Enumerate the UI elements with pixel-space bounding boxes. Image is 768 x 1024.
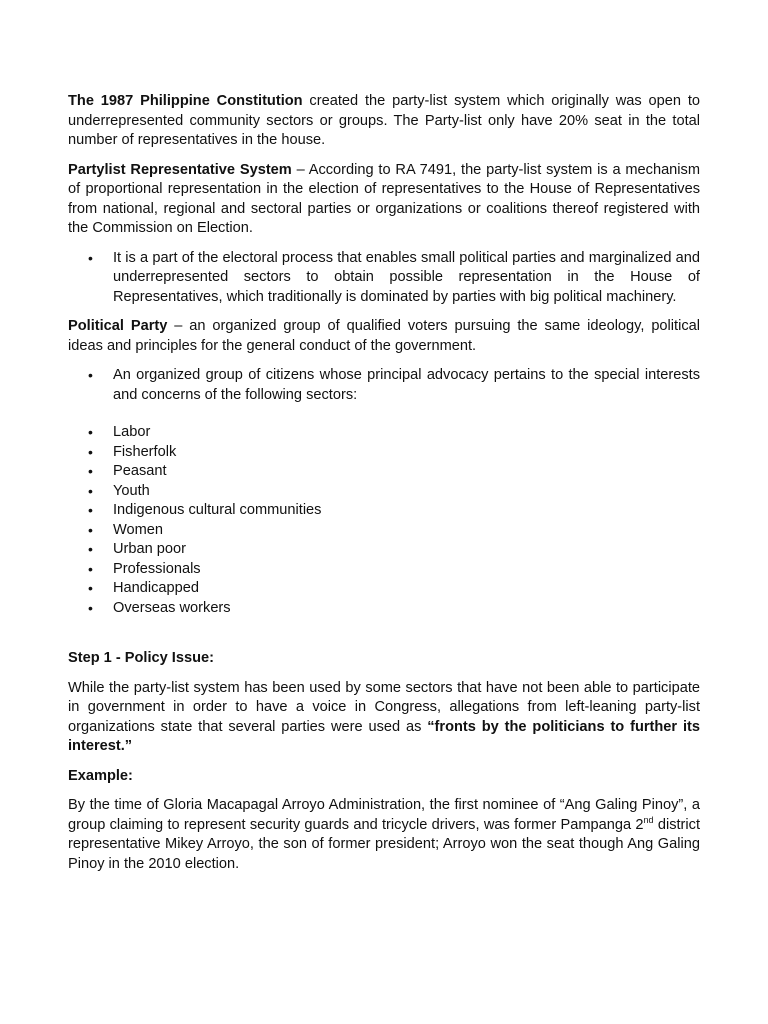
example-text-before: By the time of Gloria Macapagal Arroyo Administration, the first nominee of “Ang Galing Pinoy”, a group claiming to represent security guards and tricycle drivers, was former Pampanga 2 [68,797,700,833]
political-party-bold: Political Party [68,318,168,334]
political-party-paragraph [68,317,700,356]
spacer [68,618,700,649]
bullet-icon: • [88,580,93,596]
list-item [68,560,700,580]
example-heading: Example: [68,767,133,784]
sector-label: Handicapped [113,580,200,596]
example-superscript: nd [643,814,654,825]
bullet-icon: • [88,482,93,499]
partylist-bold: Partylist Representative System [68,161,292,178]
sector-label: Women [113,521,164,538]
sector-label: Urban poor [113,541,187,557]
list-item [68,482,700,502]
political-party-bullet-list [68,366,700,405]
list-item [68,521,700,541]
bullet-icon: • [88,541,93,557]
list-item [68,423,700,443]
list-item [68,366,700,405]
sector-label: Indigenous cultural communities [113,502,322,518]
bullet-icon: • [88,249,93,266]
bullet-icon: • [88,560,93,577]
bullet-icon: • [88,443,93,460]
intro-paragraph [68,92,700,151]
list-item [68,501,700,521]
list-item [68,443,700,463]
bullet-icon: • [88,424,93,440]
partylist-bullet-list [68,249,700,308]
sector-label: Labor [113,424,151,440]
list-item [68,599,700,619]
sector-label: Professionals [113,560,201,577]
list-item [68,579,700,599]
bullet-icon: • [88,599,93,616]
step1-text: While the party-list system has been used by some sectors that have not been able to participate in government in order to have a voice in Congress, allegations from left-leaning party-list organizations state that several parties were used as [68,679,700,735]
list-item [68,540,700,560]
sector-label: Youth [113,482,150,499]
partylist-bullet-text: It is a part of the electoral process that enables small political parties and marginalized and underrepresented sectors to obtain possible representation in the House of Representatives, which traditionally is dominated by parties with big political machinery. [113,249,700,305]
sector-label: Peasant [113,463,167,479]
partylist-paragraph [68,161,700,239]
list-item [68,249,700,308]
bullet-icon: • [88,502,93,518]
bullet-icon: • [88,367,93,383]
bullet-icon: • [88,521,93,538]
political-party-bullet-text: An organized group of citizens whose principal advocacy pertains to the special interests and concerns of the following sectors: [113,367,700,403]
intro-bold: The 1987 Philippine Constitution [68,93,303,109]
sector-label: Fisherfolk [113,443,177,460]
bullet-icon: • [88,463,93,479]
sector-label: Overseas workers [113,599,231,616]
step1-bold: “fronts by the politicians to further its interest.” [68,718,701,754]
partylist-text: – According to RA 7491, the party-list system is a mechanism of proportional representation in the election of representatives to the House of Representatives from national, regional and sectoral parties or organizations or coalitions thereof registered with the Commission on Election. [68,161,700,236]
example-text-after: district representative Mikey Arroyo, the son of former president; Arroyo won the seat though Ang Galing Pinoy in the 2010 election. [68,816,701,872]
list-item [68,462,700,482]
spacer [68,405,700,423]
sectors-list [68,423,700,618]
intro-text: created the party-list system which originally was open to underrepresented community sectors or groups. The Party-list only have 20% seat in the total number of representatives in the house. [68,93,700,148]
political-party-text: – an organized group of qualified voters pursuing the same ideology, political ideas and principles for the general conduct of the government. [68,318,700,354]
step1-heading: Step 1 - Policy Issue: [68,650,214,666]
step1-paragraph [68,679,700,757]
document-page [68,92,700,884]
example-paragraph [68,796,700,874]
